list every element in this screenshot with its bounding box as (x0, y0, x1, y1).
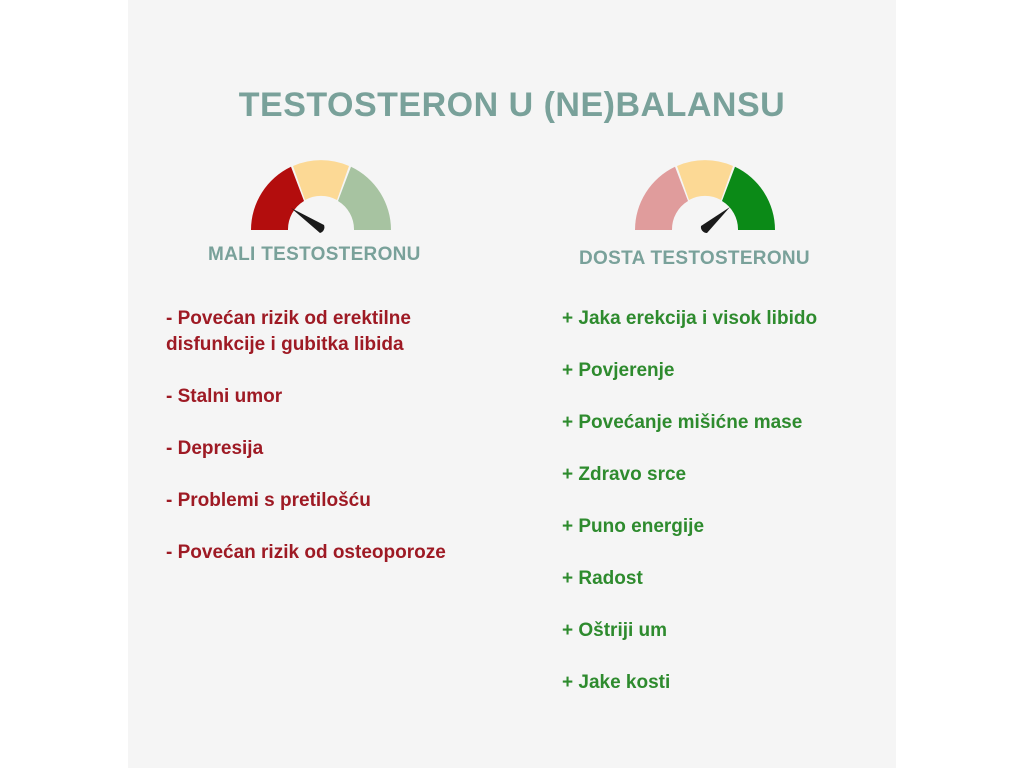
list-item: - Povećan rizik od osteoporoze (166, 542, 446, 563)
list-item: + Jaka erekcija i visok libido (562, 308, 818, 329)
list-item: + Zdravo srce (562, 464, 687, 485)
infographic-panel (128, 0, 896, 768)
gauge-segment-high (722, 167, 775, 230)
gauge-segment-low (251, 167, 304, 230)
list-item: + Jake kosti (562, 672, 671, 693)
list-item: + Povjerenje (562, 360, 675, 381)
low-testosterone-heading: MALI TESTOSTERONU (208, 244, 421, 265)
list-item: + Oštriji um (562, 620, 668, 641)
gauge-needle (701, 207, 730, 233)
list-item: - Povećan rizik od erektilne disfunkcije i gubitka libida (166, 308, 411, 355)
list-item: + Puno energije (562, 516, 705, 537)
list-item: - Depresija (166, 438, 264, 459)
list-item: - Problemi s pretilošću (166, 490, 371, 511)
gauge-needle (291, 208, 324, 233)
gauge-segment-mid (293, 160, 349, 200)
gauge-segment-high (338, 167, 391, 230)
high-effects-list (562, 306, 882, 722)
page-title: TESTOSTERON U (NE)BALANSU (238, 86, 786, 124)
high-testosterone-heading: DOSTA TESTOSTERONU (579, 248, 810, 269)
high-gauge-icon (630, 155, 780, 235)
low-gauge-icon (246, 155, 396, 235)
low-effects-list (166, 306, 496, 592)
gauge-segment-mid (677, 160, 733, 200)
list-item: - Stalni umor (166, 386, 283, 407)
gauge-segment-low (635, 167, 688, 230)
list-item: + Radost (562, 568, 643, 589)
list-item: + Povećanje mišićne mase (562, 412, 803, 433)
